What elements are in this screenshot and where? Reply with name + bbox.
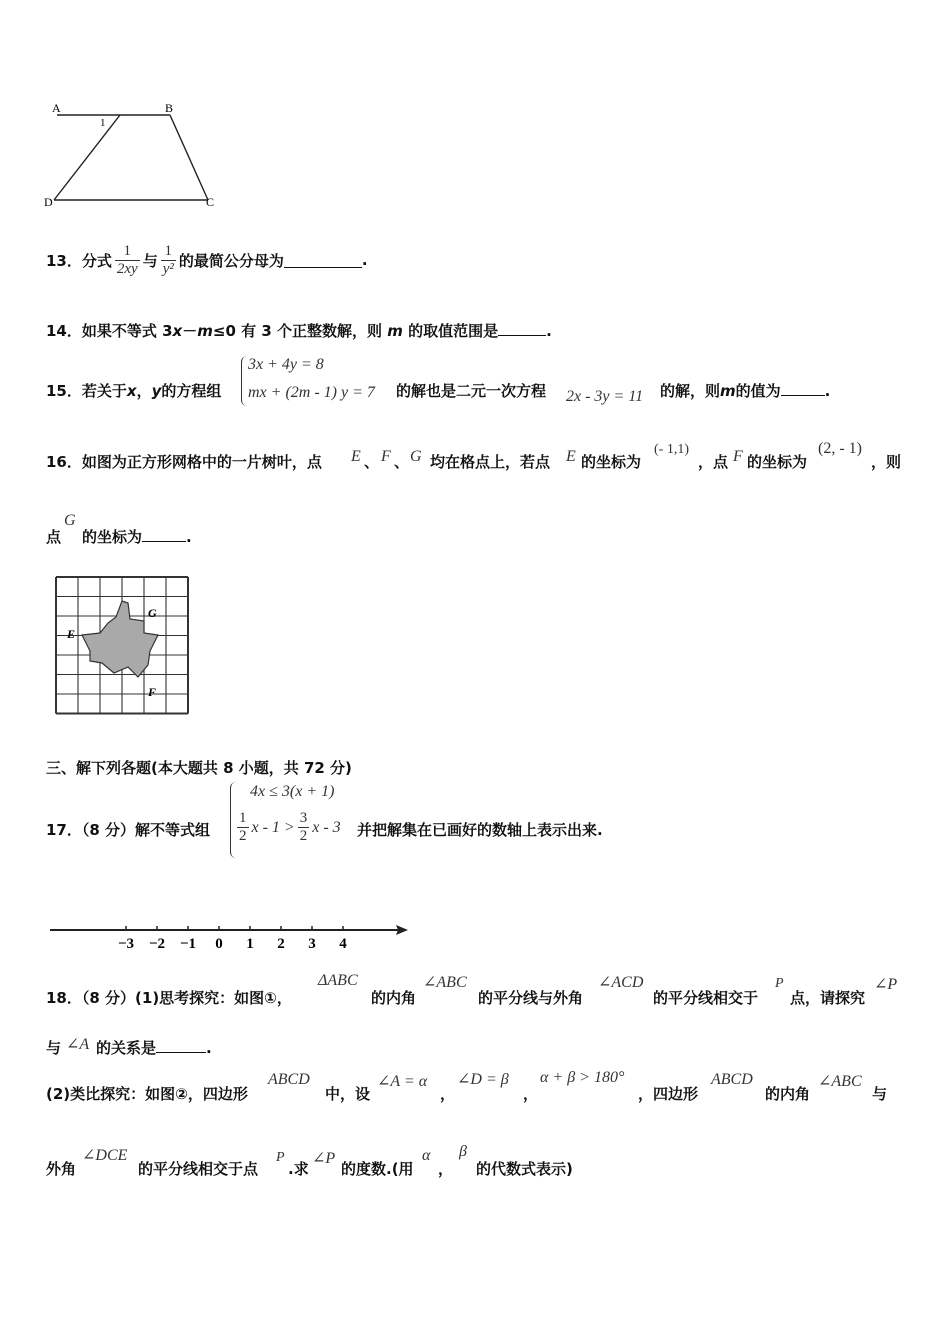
q14-text-c: 的取值范围是 xyxy=(408,322,499,340)
q16-sep1: 、 xyxy=(364,453,380,471)
number-line-tick-label: 4 xyxy=(339,936,347,952)
q18-beta: β xyxy=(459,1143,467,1160)
number-line-tick-label: 3 xyxy=(308,936,316,952)
answer-blank-15[interactable] xyxy=(781,381,825,396)
q18-point-p: P xyxy=(775,976,784,991)
q13-fraction-2 xyxy=(161,243,176,278)
label-c: C xyxy=(206,195,215,209)
q15-equation-2: mx + (2m - 1) y = 7 xyxy=(248,384,375,401)
number-line xyxy=(46,918,411,954)
q18-c1: ， xyxy=(440,1085,456,1103)
segment-bc xyxy=(170,115,208,200)
label-d: D xyxy=(44,195,53,209)
number-line-tick-label: 1 xyxy=(246,936,254,952)
number-line-tick-label: −1 xyxy=(179,936,197,952)
q13-frac1-num: 1 xyxy=(123,242,132,259)
q15-prefix: 15．若关于 xyxy=(46,382,127,400)
label-angle-1: 1 xyxy=(100,117,106,129)
q13-frac1-den: 2xy xyxy=(116,260,138,277)
q15-text4: 的值为 xyxy=(735,382,781,400)
q15-m: m xyxy=(720,382,736,400)
label-a: A xyxy=(52,101,61,115)
q18-eq-a: ∠A = α xyxy=(377,1073,428,1090)
number-line-tick-label: −2 xyxy=(148,936,166,952)
q17-frac-b-num: 3 xyxy=(299,810,308,826)
answer-blank-16[interactable] xyxy=(142,527,186,542)
q18-line3-a: (2)类比探究：如图②，四边形 xyxy=(46,1085,248,1103)
q16-sep2: 、 xyxy=(394,453,410,471)
q16-line1-d: ，点 xyxy=(698,453,729,471)
q18-line1-c: 的平分线与外角 xyxy=(478,989,584,1007)
q18-angle-p: ∠P xyxy=(874,976,898,993)
q15-mid: 的方程组 xyxy=(161,382,222,400)
answer-blank-18[interactable] xyxy=(156,1038,206,1053)
q17-suffix: 并把解集在已画好的数轴上表示出来. xyxy=(357,821,603,839)
q17-ineq2-mid: x - 1 > xyxy=(251,818,295,836)
question-15-prefix xyxy=(46,380,221,401)
q16-point-e2: E xyxy=(566,448,576,465)
q18-c2: ， xyxy=(523,1085,539,1103)
q18-eq-d: ∠D = β xyxy=(457,1071,509,1088)
q18-line1-e: 点，请探究 xyxy=(790,989,866,1007)
q15-text2: 的解也是二元一次方程 xyxy=(396,382,547,400)
label-e: E xyxy=(67,627,76,641)
q18-line1-b: 的内角 xyxy=(371,989,417,1007)
q18-c3: ，四边形 xyxy=(638,1085,699,1103)
q13-suffix: 的最简公分母为 xyxy=(178,251,284,270)
q13-fraction-1 xyxy=(115,243,140,278)
q15-y: y xyxy=(151,382,162,400)
q18-line2-tail xyxy=(96,1037,212,1058)
q14-end: . xyxy=(546,322,552,340)
q18-line3-d: 与 xyxy=(872,1085,888,1103)
q18-line2-b: 的关系是 xyxy=(96,1039,157,1057)
q14-text-b: ≤0 有 3 个正整数解，则 xyxy=(212,322,383,340)
q13-mid: 与 xyxy=(142,251,158,270)
q18-line1-a: 18．（8 分）(1)思考探究：如图①， xyxy=(46,989,292,1007)
q18-line1-d: 的平分线相交于 xyxy=(653,989,759,1007)
q16-line1-f: ，则 xyxy=(871,453,902,471)
q18-line4-f: 的代数式表示) xyxy=(476,1160,573,1178)
q15-brace xyxy=(241,356,248,406)
q18-quad-abcd-2: ABCD xyxy=(711,1071,753,1088)
q16-point-g: G xyxy=(410,448,422,465)
q15-text3: 的解，则 xyxy=(660,382,721,400)
q14-text-a: 14．如果不等式 3 xyxy=(46,322,173,340)
q16-line2-tail xyxy=(82,526,192,547)
segment-diagonal xyxy=(54,115,120,200)
q16-point-g2: G xyxy=(64,512,76,529)
q17-ineq2-end: x - 3 xyxy=(312,818,341,836)
q13-end: . xyxy=(361,251,368,269)
q16-line1-b: 均在格点上，若点 xyxy=(430,453,551,471)
q17-frac-a-den: 2 xyxy=(239,828,247,844)
q14-m: m xyxy=(197,322,213,340)
q18-line4-b: 的平分线相交于点 xyxy=(138,1160,259,1178)
number-line-tick-label: 2 xyxy=(277,936,285,952)
q13-frac2-num: 1 xyxy=(164,242,173,259)
q16-line2-b: 的坐标为 xyxy=(82,528,143,546)
q14-minus: － xyxy=(182,322,198,340)
q18-line3-b: 中，设 xyxy=(325,1085,371,1103)
q18-angle-abc-2: ∠ABC xyxy=(818,1073,862,1090)
q14-m2: m xyxy=(387,322,403,340)
q18-line3-c: 的内角 xyxy=(765,1085,811,1103)
q17-frac-a xyxy=(237,810,249,845)
q16-coord-f: (2, - 1) xyxy=(818,440,862,457)
q17-inequality-2 xyxy=(237,810,341,845)
q15-equation-1: 3x + 4y = 8 xyxy=(248,356,324,373)
q13-prefix: 13．分式 xyxy=(46,251,112,270)
q13-frac2-den: y² xyxy=(162,260,174,277)
q18-line4-d: 的度数.(用 xyxy=(341,1160,414,1178)
section-3-title: 三、解下列各题(本大题共 8 小题，共 72 分) xyxy=(46,759,352,777)
q17-brace xyxy=(230,782,237,858)
q17-frac-b-den: 2 xyxy=(299,828,308,844)
q18-angle-abc: ∠ABC xyxy=(423,974,467,991)
q18-angle-a: ∠A xyxy=(66,1036,90,1053)
q15-equation-3: 2x - 3y = 11 xyxy=(566,388,644,405)
q18-quad-abcd: ABCD xyxy=(268,1071,310,1088)
q18-point-p2: P xyxy=(276,1150,285,1165)
q17-frac-a-num: 1 xyxy=(239,810,247,826)
answer-blank-14[interactable] xyxy=(498,321,546,336)
q16-end: . xyxy=(186,528,192,546)
q16-line1-e: 的坐标为 xyxy=(747,453,808,471)
q16-coord-e: (- 1,1) xyxy=(654,442,689,457)
q16-line2-a: 点 xyxy=(46,528,62,546)
leaf-shape xyxy=(82,601,158,677)
q18-line2-a: 与 xyxy=(46,1039,62,1057)
q17-inequality-1: 4x ≤ 3(x + 1) xyxy=(250,783,335,800)
leaf-grid-figure xyxy=(52,573,194,717)
number-line-tick-label: 0 xyxy=(215,936,223,952)
q17-frac-b xyxy=(298,810,310,845)
q18-angle-dce: ∠DCE xyxy=(82,1147,128,1164)
q15-tail xyxy=(660,380,830,401)
q14-x: x xyxy=(172,322,183,340)
q18-line4-c: .求 xyxy=(288,1160,309,1178)
label-b: B xyxy=(165,101,174,115)
q15-x: x xyxy=(126,382,137,400)
label-g: G xyxy=(148,606,157,620)
q18-angle-p2: ∠P xyxy=(312,1150,336,1167)
q18-alpha: α xyxy=(422,1147,431,1164)
q16-point-e: E xyxy=(351,448,361,465)
q18-line4-a: 外角 xyxy=(46,1160,77,1178)
q15-end: . xyxy=(824,382,831,400)
question-14 xyxy=(46,320,552,341)
q18-line4-e: ， xyxy=(438,1160,454,1178)
q18-angle-sum: α + β > 180° xyxy=(540,1069,625,1086)
label-f: F xyxy=(148,685,157,699)
q16-point-f2: F xyxy=(733,448,743,465)
q17-prefix: 17．（8 分）解不等式组 xyxy=(46,821,211,839)
q18-end: . xyxy=(206,1039,212,1057)
trapezoid-figure xyxy=(40,100,220,212)
q16-line1-c: 的坐标为 xyxy=(581,453,642,471)
answer-blank-13[interactable] xyxy=(284,253,362,268)
q18-angle-acd: ∠ACD xyxy=(598,974,644,991)
q15-comma: ， xyxy=(136,382,152,400)
q18-triangle: ΔABC xyxy=(318,972,358,989)
q16-line1-a: 16．如图为正方形网格中的一片树叶，点 xyxy=(46,453,322,471)
number-line-tick-label: −3 xyxy=(117,936,135,952)
question-13 xyxy=(46,235,368,285)
q16-point-f: F xyxy=(381,448,391,465)
